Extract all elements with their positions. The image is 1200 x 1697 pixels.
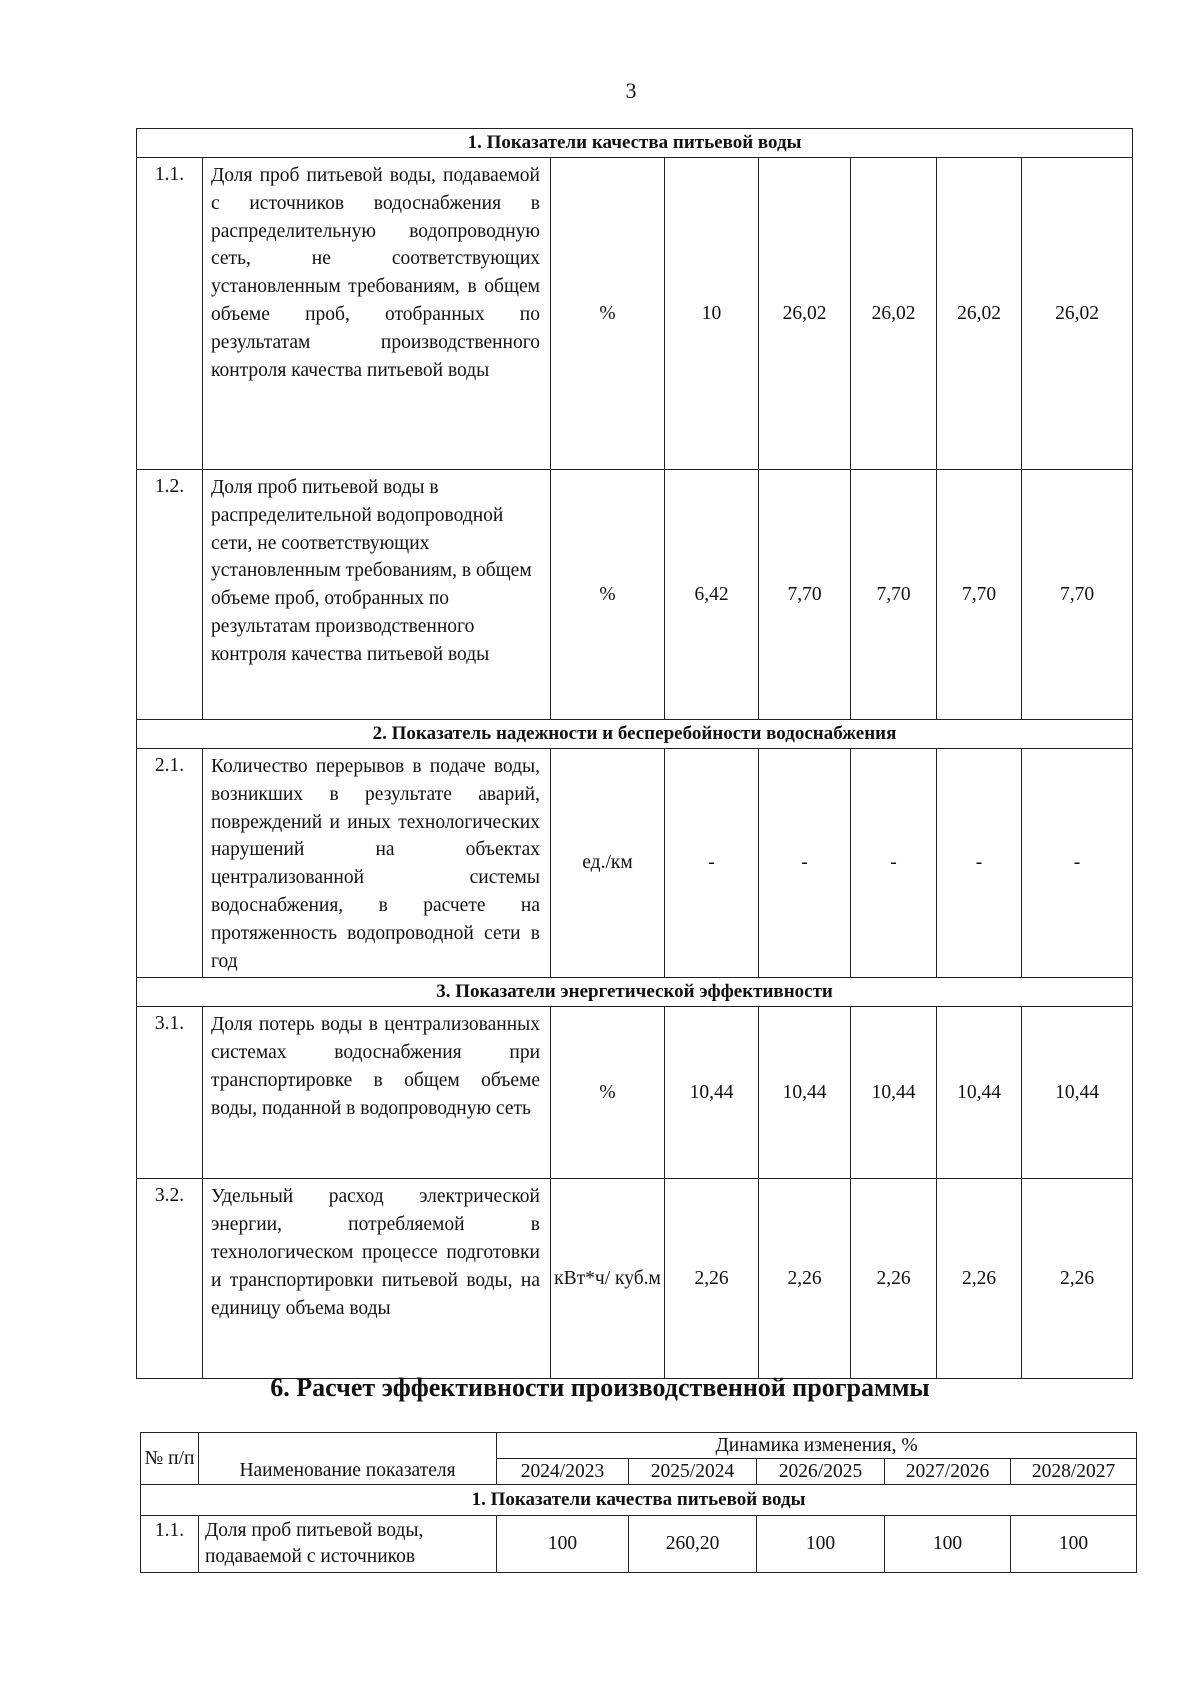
value-cell: -	[1022, 749, 1133, 978]
row-number: 2.1.	[137, 749, 203, 978]
value-cell: -	[937, 749, 1022, 978]
value-cell: 26,02	[759, 158, 851, 470]
section-title: 1. Показатели качества питьевой воды	[141, 1485, 1137, 1516]
value-cell: 26,02	[937, 158, 1022, 470]
section-title: 3. Показатели энергетической эффективности	[137, 978, 1133, 1007]
efficiency-table	[140, 1432, 1137, 1573]
row-number: 3.2.	[137, 1179, 203, 1379]
unit-cell: %	[551, 1007, 665, 1179]
header-name: Наименование показателя	[199, 1433, 497, 1485]
header-period: 2025/2024	[629, 1459, 757, 1485]
header-period: 2026/2025	[757, 1459, 885, 1485]
value-cell: 10,44	[759, 1007, 851, 1179]
section-title: 1. Показатели качества питьевой воды	[137, 129, 1133, 158]
value-cell: -	[851, 749, 937, 978]
value-cell: -	[665, 749, 759, 978]
value-cell: 2,26	[851, 1179, 937, 1379]
header-period: 2028/2027	[1011, 1459, 1137, 1485]
value-cell: 26,02	[851, 158, 937, 470]
section-title: 2. Показатель надежности и бесперебойности водоснабжения	[137, 720, 1133, 749]
value-cell: 6,42	[665, 470, 759, 720]
unit-cell: ед./км	[551, 749, 665, 978]
header-period: 2024/2023	[497, 1459, 629, 1485]
header-period: 2027/2026	[885, 1459, 1011, 1485]
indicator-name: Доля проб питьевой воды, подаваемой с источников	[199, 1516, 497, 1573]
value-cell: 2,26	[937, 1179, 1022, 1379]
row-number: 1.1.	[141, 1516, 199, 1573]
page-number: 3	[625, 78, 637, 103]
unit-cell: кВт*ч/ куб.м	[551, 1179, 665, 1379]
table-row	[137, 749, 1133, 978]
indicators-table	[136, 128, 1133, 1379]
value-cell: 10,44	[937, 1007, 1022, 1179]
indicator-name: Доля проб питьевой воды в распределительной водопроводной сети, не соответствующих установленным требованиям, в общем объеме проб, отобранных по результатам производственного контроля качества питьевой воды	[203, 470, 551, 720]
value-cell: 10,44	[665, 1007, 759, 1179]
value-cell: 7,70	[851, 470, 937, 720]
header-num: № п/п	[141, 1433, 199, 1485]
section-heading: 6. Расчет эффективности производственной программы	[270, 1373, 930, 1402]
value-cell: 2,26	[1022, 1179, 1133, 1379]
value-cell: 100	[757, 1516, 885, 1573]
row-number: 1.1.	[137, 158, 203, 470]
value-cell: 2,26	[665, 1179, 759, 1379]
value-cell: 10	[665, 158, 759, 470]
value-cell: 26,02	[1022, 158, 1133, 470]
value-cell: 10,44	[1022, 1007, 1133, 1179]
section-row	[141, 1485, 1137, 1516]
value-cell: 7,70	[759, 470, 851, 720]
section-row	[137, 720, 1133, 749]
header-dynamics: Динамика изменения, %	[497, 1433, 1137, 1459]
indicator-name: Удельный расход электрической энергии, потребляемой в технологическом процессе подготовки и транспортировки питьевой воды, на единицу объема воды	[203, 1179, 551, 1379]
section-row	[137, 978, 1133, 1007]
unit-cell: %	[551, 470, 665, 720]
section-row	[137, 129, 1133, 158]
indicator-name: Доля потерь воды в централизованных системах водоснабжения при транспортировке в общем объеме воды, поданной в водопроводную сеть	[203, 1007, 551, 1179]
value-cell: 100	[497, 1516, 629, 1573]
table-row	[137, 1007, 1133, 1179]
indicator-name: Доля проб питьевой воды, подаваемой с источников водоснабжения в распределительную водопроводную сеть, не соответствующих установленным требованиям, в общем объеме проб, отобранных по результатам производственного контроля качества питьевой воды	[203, 158, 551, 470]
value-cell: 7,70	[937, 470, 1022, 720]
table-row	[137, 1179, 1133, 1379]
indicator-name: Количество перерывов в подаче воды, возникших в результате аварий, повреждений и иных технологических нарушений на объектах централизованной системы водоснабжения, в расчете на протяженность водопроводной сети в год	[203, 749, 551, 978]
value-cell: 100	[885, 1516, 1011, 1573]
value-cell: -	[759, 749, 851, 978]
table-row	[141, 1516, 1137, 1573]
table-row	[137, 470, 1133, 720]
table-row	[137, 158, 1133, 470]
row-number: 3.1.	[137, 1007, 203, 1179]
value-cell: 2,26	[759, 1179, 851, 1379]
value-cell: 10,44	[851, 1007, 937, 1179]
value-cell: 100	[1011, 1516, 1137, 1573]
header-row	[141, 1433, 1137, 1459]
unit-cell: %	[551, 158, 665, 470]
value-cell: 260,20	[629, 1516, 757, 1573]
value-cell: 7,70	[1022, 470, 1133, 720]
row-number: 1.2.	[137, 470, 203, 720]
